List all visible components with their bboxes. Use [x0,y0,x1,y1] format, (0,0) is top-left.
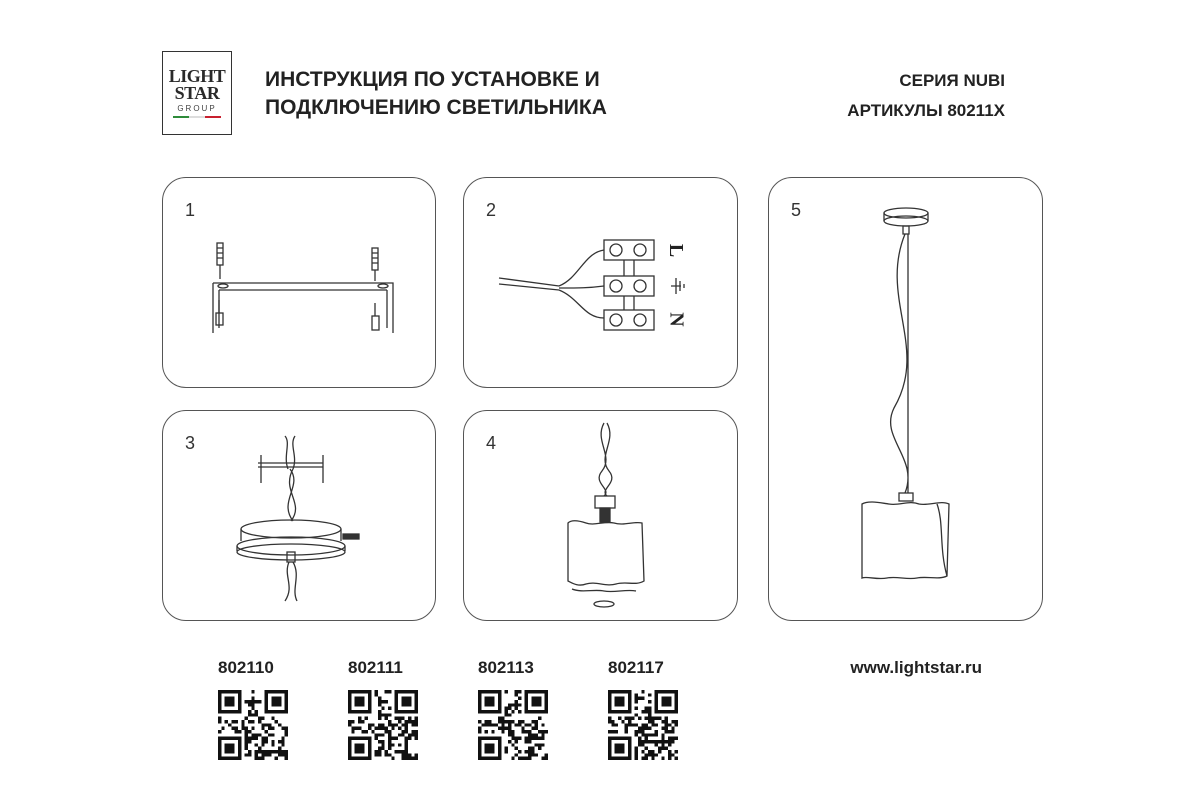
article-code-4: 802117 [608,658,664,677]
step-5-panel [768,177,1043,621]
canopy-mounting-icon [163,411,437,622]
series-info [847,66,1005,126]
step-1-panel [162,177,436,388]
brand-logo [162,51,232,135]
assembled-pendant-icon [769,178,1044,622]
logo-flag-stripe [173,116,221,118]
step-number: 1 [185,200,196,220]
article-code-3: 802113 [478,658,534,677]
mounting-bracket-icon [163,178,437,389]
step-4-panel [463,410,738,621]
step-number: 3 [185,433,196,453]
step-number: 4 [486,433,497,453]
terminal-block-icon [464,178,739,389]
qr-code-icon [478,690,548,760]
logo-text-group: GROUP [177,104,217,113]
label-N: N [665,312,688,327]
website-link[interactable]: www.lightstar.ru [850,658,982,677]
title-line-1: ИНСТРУКЦИЯ ПО УСТАНОВКЕ И [265,68,600,91]
series-articles: АРТИКУЛЫ 80211X [847,101,1005,120]
title-line-2: ПОДКЛЮЧЕНИЮ СВЕТИЛЬНИКА [265,96,607,119]
step-number: 2 [486,200,497,220]
qr-code-icon [608,690,678,760]
page-title [265,66,685,122]
label-L: L [665,243,688,258]
shade-attach-icon [464,411,739,622]
article-code-2: 802111 [348,658,403,677]
step-2-panel [463,177,738,388]
logo-text-light: LIGHT [168,66,226,86]
qr-code-icon [218,690,288,760]
step-3-panel [162,410,436,621]
logo-text-star: STAR [174,83,220,103]
series-name: СЕРИЯ NUBI [899,71,1005,90]
step-number: 5 [791,200,802,220]
qr-code-icon [348,690,418,760]
article-code-1: 802110 [218,658,274,677]
